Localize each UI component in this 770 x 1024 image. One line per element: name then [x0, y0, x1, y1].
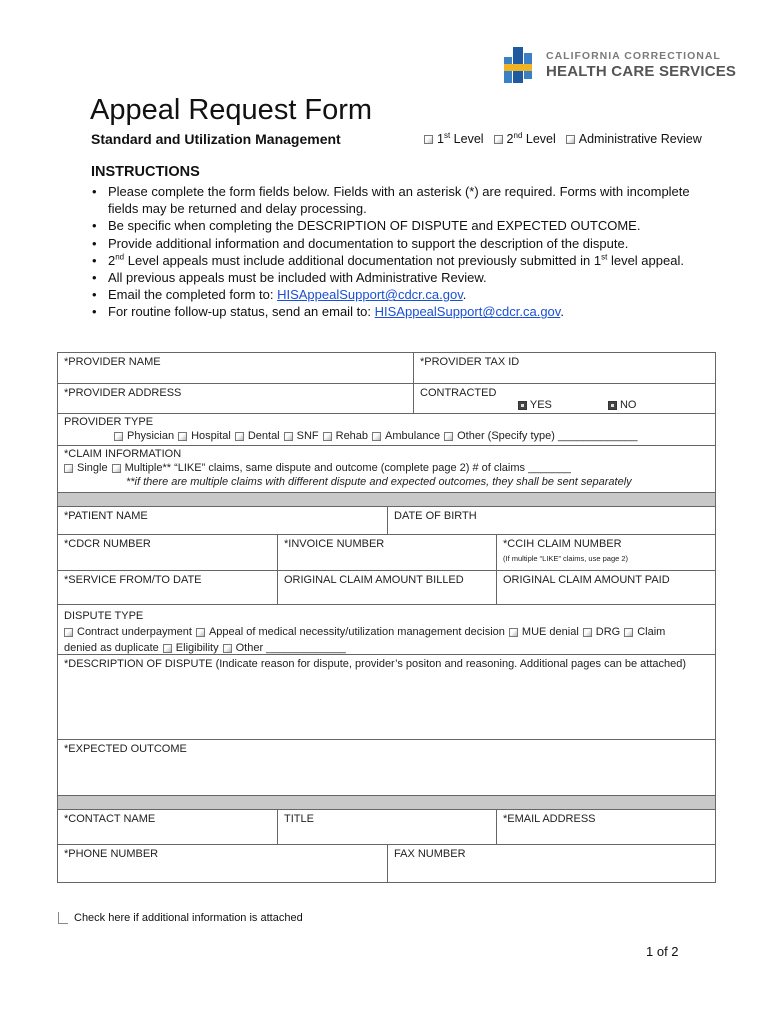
level-1-option[interactable] — [424, 132, 484, 146]
provider-tax-id-field[interactable]: *PROVIDER TAX ID — [420, 356, 520, 368]
drg-checkbox[interactable] — [583, 628, 592, 637]
other-dispute-checkbox[interactable] — [223, 644, 232, 653]
snf-checkbox[interactable] — [284, 432, 293, 441]
instruction-item: • Email the completed form to: HISAppealSupport@cdcr.ca.gov. — [90, 286, 690, 303]
contracted-yes-option[interactable]: YES — [518, 399, 552, 411]
level-2-checkbox[interactable] — [494, 135, 503, 144]
contracted-label: CONTRACTED — [420, 387, 497, 399]
claim-info-label: *CLAIM INFORMATION — [64, 448, 182, 460]
ambulance-checkbox[interactable] — [372, 432, 381, 441]
admin-review-label: Administrative Review — [578, 132, 702, 146]
provider-address-field[interactable]: *PROVIDER ADDRESS — [58, 384, 414, 413]
dispute-type-label: DISPUTE TYPE — [64, 610, 144, 622]
appeal-form-table — [57, 352, 716, 883]
level-2-sup: nd — [513, 130, 523, 140]
dental-checkbox[interactable] — [235, 432, 244, 441]
contact-name-field[interactable]: *CONTACT NAME — [58, 810, 278, 844]
level-2-option[interactable] — [494, 132, 556, 146]
contact-title-field[interactable]: TITLE — [278, 810, 497, 844]
multiple-claims-checkbox[interactable] — [112, 464, 121, 473]
instruction-item: • All previous appeals must be included with Administrative Review. — [90, 269, 690, 286]
description-of-dispute-field[interactable]: *DESCRIPTION OF DISPUTE (Indicate reason for dispute, provider’s positon and reasoning. Additional pages can be attached) — [64, 658, 687, 670]
logo-line1: CALIFORNIA CORRECTIONAL — [546, 49, 721, 62]
instruction-item: • Be specific when completing the DESCRIPTION OF DISPUTE and EXPECTED OUTCOME. — [90, 217, 690, 234]
section-divider — [58, 493, 715, 507]
level-1-label: Level — [450, 132, 484, 146]
original-amount-billed-field[interactable]: ORIGINAL CLAIM AMOUNT BILLED — [278, 571, 497, 604]
additional-info-checkbox[interactable] — [58, 912, 68, 924]
patient-name-field[interactable]: *PATIENT NAME — [58, 507, 388, 534]
hospital-checkbox[interactable] — [178, 432, 187, 441]
level-1-sup: st — [443, 130, 451, 140]
provider-name-field[interactable]: *PROVIDER NAME — [58, 353, 414, 383]
instruction-item: • For routine follow-up status, send an email to: HISAppealSupport@cdcr.ca.gov. — [90, 303, 690, 320]
yes-checkbox[interactable] — [518, 401, 527, 410]
followup-email-link[interactable]: HISAppealSupport@cdcr.ca.gov — [374, 304, 561, 320]
expected-outcome-field[interactable]: *EXPECTED OUTCOME — [64, 743, 187, 755]
ccih-note: (If multiple “LIKE” claims, use page 2) — [503, 554, 629, 563]
level-1-num: 1 — [437, 132, 444, 146]
medical-necessity-checkbox[interactable] — [196, 628, 205, 637]
level-2-num: 2 — [506, 132, 514, 146]
level-2-label: Level — [522, 132, 556, 146]
service-dates-field[interactable]: *SERVICE FROM/TO DATE — [58, 571, 278, 604]
original-amount-paid-field[interactable]: ORIGINAL CLAIM AMOUNT PAID — [503, 574, 670, 586]
level-1-checkbox[interactable] — [424, 135, 433, 144]
mue-denial-checkbox[interactable] — [509, 628, 518, 637]
cchcs-logo — [504, 46, 736, 84]
contracted-no-option[interactable]: NO — [608, 399, 637, 411]
instruction-item: • 2nd Level appeals must include additional documentation not previously submitted in 1st level appeal. — [90, 252, 690, 269]
ccih-claim-number-field[interactable]: *CCIH CLAIM NUMBER (If multiple “LIKE” claims, use page 2) — [497, 535, 715, 570]
cchcs-logo-mark — [504, 47, 532, 83]
rehab-checkbox[interactable] — [323, 432, 332, 441]
section-divider — [58, 796, 715, 810]
invoice-number-field[interactable]: *INVOICE NUMBER — [278, 535, 497, 570]
instructions-heading: INSTRUCTIONS — [91, 164, 200, 180]
instruction-item: • Please complete the form fields below. Fields with an asterisk (*) are required. Forms with incomplete fields may be returned and delay processing. — [90, 183, 690, 217]
contract-underpayment-checkbox[interactable] — [64, 628, 73, 637]
claim-duplicate-checkbox[interactable] — [624, 628, 633, 637]
admin-review-option[interactable] — [566, 132, 702, 146]
phone-number-field[interactable]: *PHONE NUMBER — [58, 845, 388, 882]
appeal-level-options — [424, 132, 702, 146]
instruction-item: • Provide additional information and documentation to support the description of the dispute. — [90, 235, 690, 252]
fax-number-field[interactable]: FAX NUMBER — [394, 848, 466, 860]
additional-info-label: Check here if additional information is attached — [74, 912, 303, 924]
page-subtitle: Standard and Utilization Management — [91, 131, 341, 147]
no-checkbox[interactable] — [608, 401, 617, 410]
provider-type-label: PROVIDER TYPE — [64, 416, 154, 428]
claim-information-section: *CLAIM INFORMATION Single Multiple** “LIKE” claims, same dispute and outcome (complete page 2) # of claims _______ **if there are multiple claims with different dispute and expected outcomes, they shall be sent separately — [58, 446, 715, 492]
logo-line2: HEALTH CARE SERVICES — [546, 63, 737, 81]
eligibility-checkbox[interactable] — [163, 644, 172, 653]
single-claim-checkbox[interactable] — [64, 464, 73, 473]
instructions-list — [90, 183, 690, 321]
dispute-type-section: DISPUTE TYPE Contract underpayment Appeal of medical necessity/utilization management decision MUE denial DRG Claim denied as duplicate Eligibility Other _____________ — [58, 605, 715, 654]
email-address-field[interactable]: *EMAIL ADDRESS — [503, 813, 596, 825]
contracted-field — [414, 384, 715, 413]
additional-info-checkbox-row[interactable] — [58, 912, 303, 924]
date-of-birth-field[interactable]: DATE OF BIRTH — [394, 510, 477, 522]
physician-checkbox[interactable] — [114, 432, 123, 441]
provider-type-section: PROVIDER TYPE Physician Hospital Dental SNF Rehab Ambulance Other (Specify type) _____________ — [58, 414, 715, 445]
cdcr-number-field[interactable]: *CDCR NUMBER — [58, 535, 278, 570]
page-number: 1 of 2 — [646, 944, 679, 959]
page-title: Appeal Request Form — [90, 94, 373, 126]
email-link[interactable]: HISAppealSupport@cdcr.ca.gov — [277, 287, 463, 303]
admin-review-checkbox[interactable] — [566, 135, 575, 144]
other-type-checkbox[interactable] — [444, 432, 453, 441]
claim-note: **if there are multiple claims with different dispute and expected outcomes, they shall be sent separately — [126, 476, 632, 488]
